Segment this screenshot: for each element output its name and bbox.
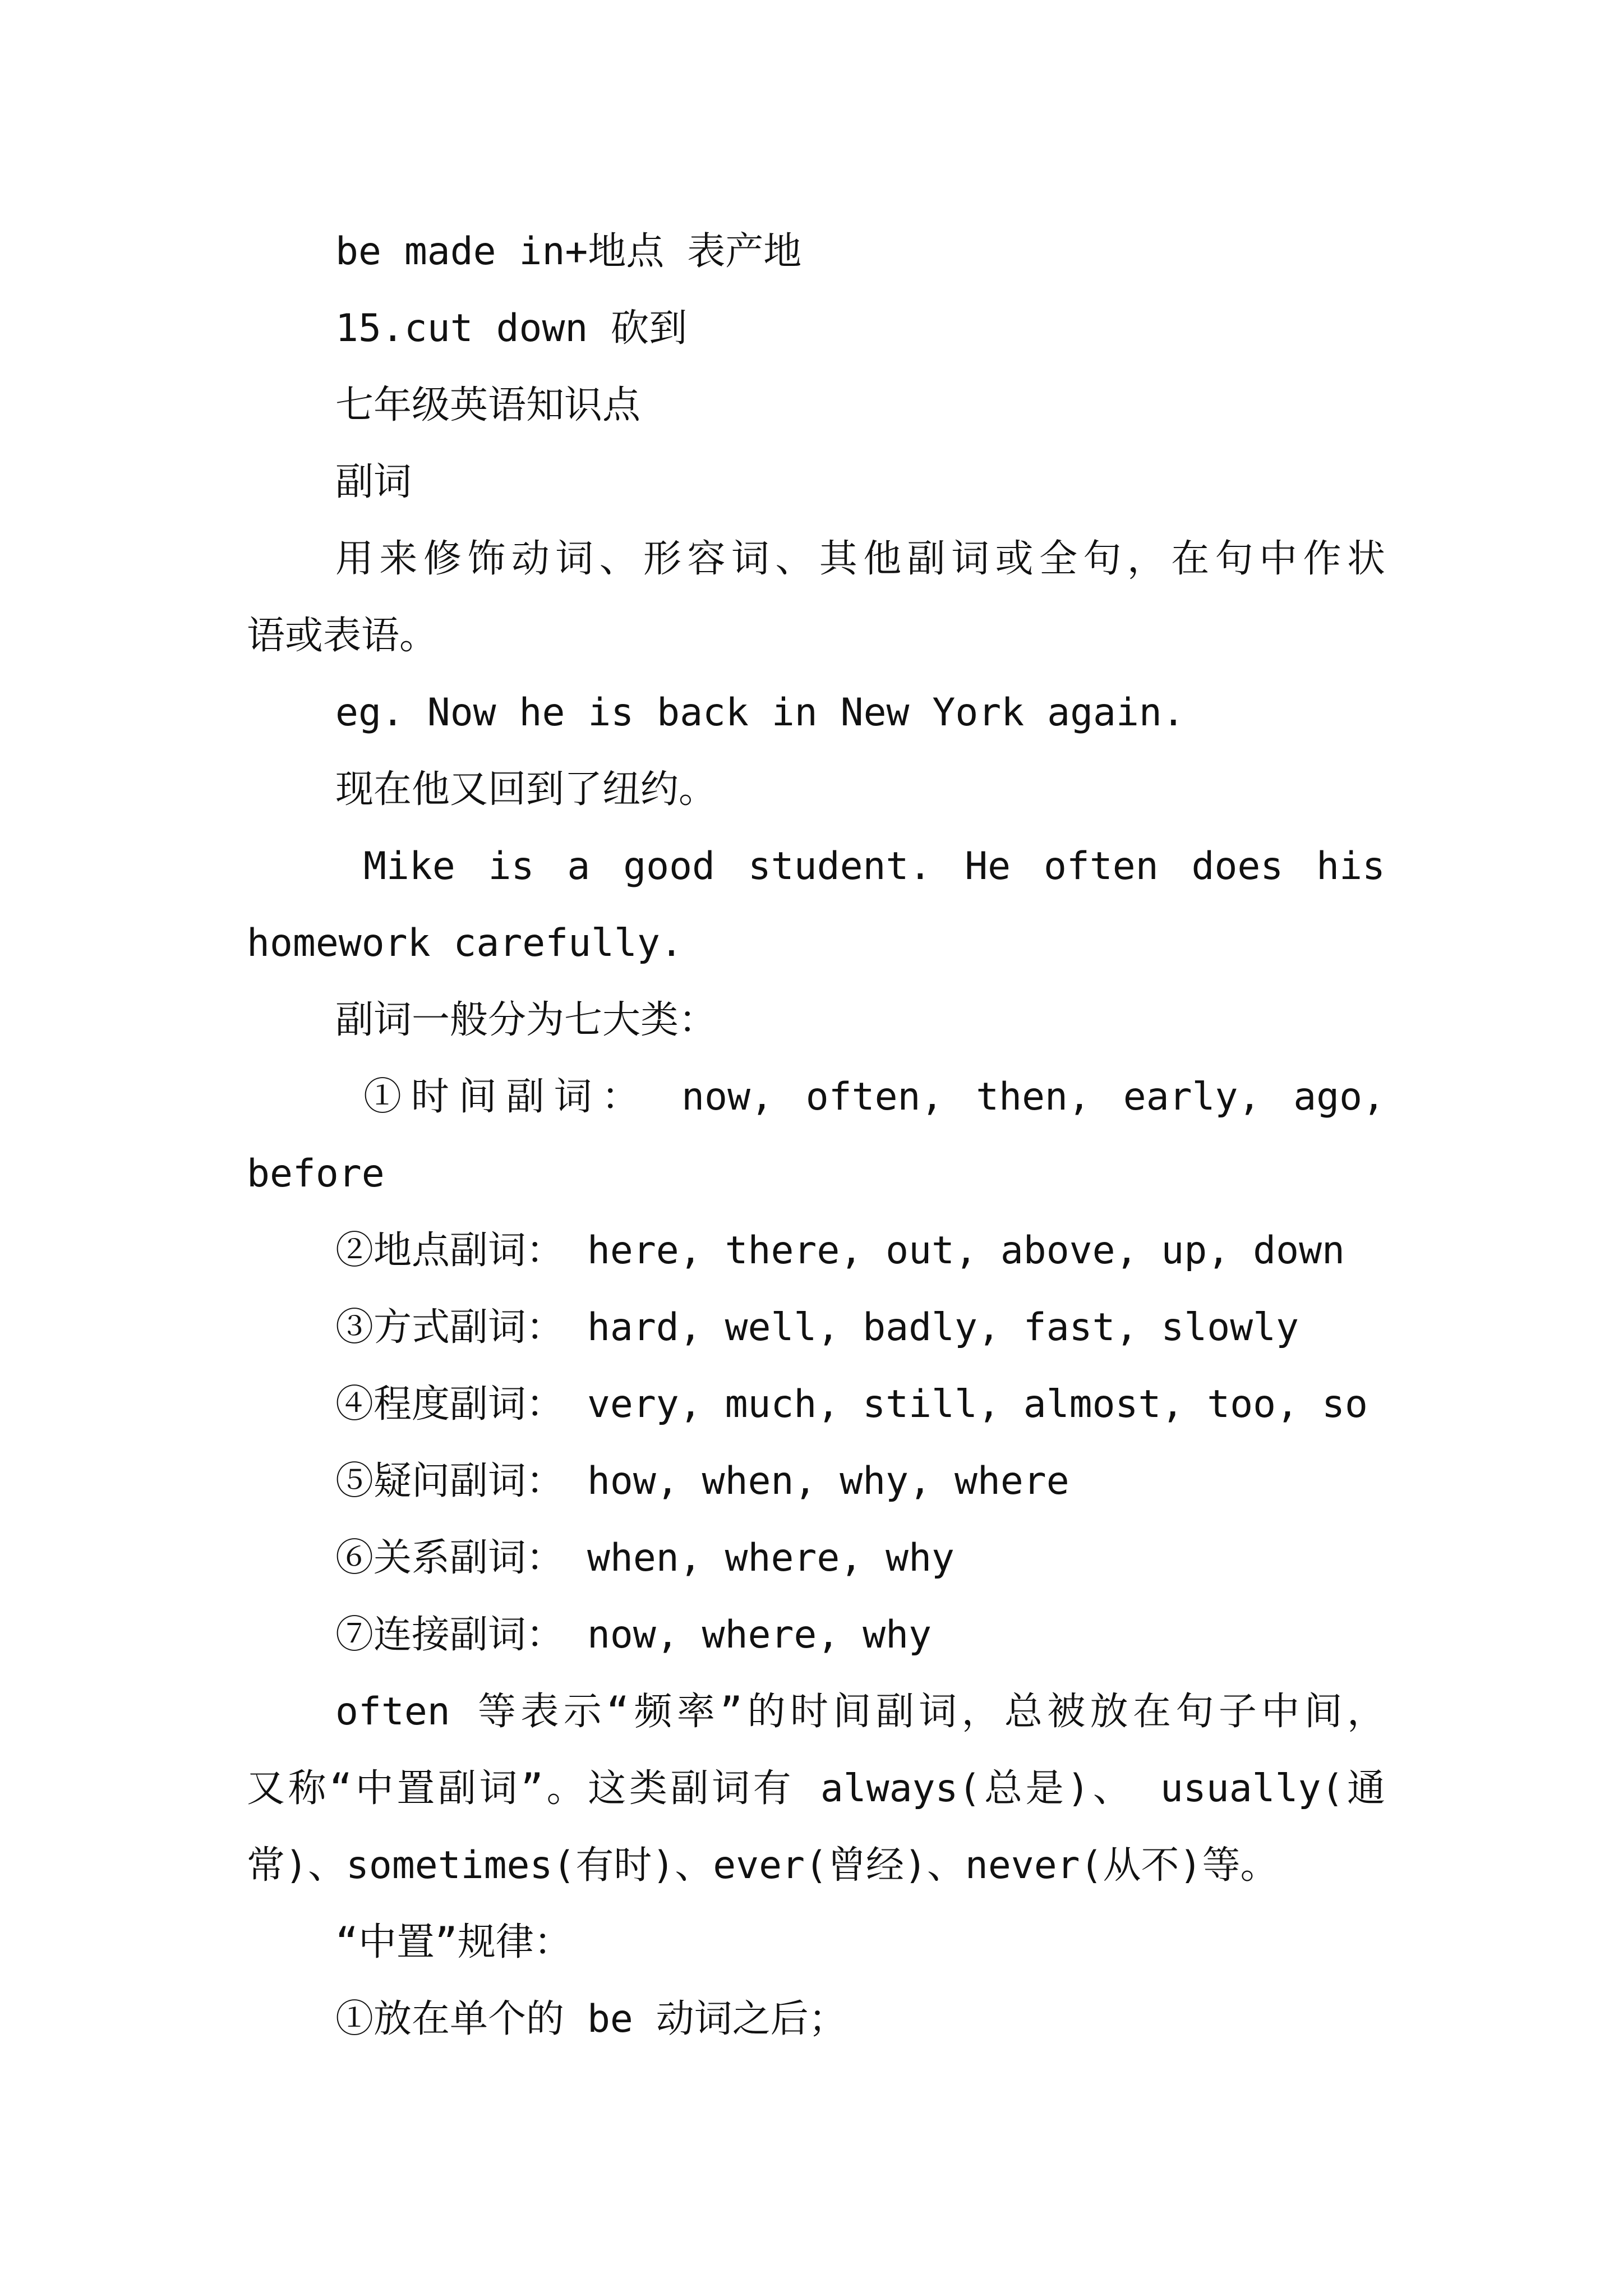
text-line: 15.cut down 砍到 [335, 306, 688, 351]
list-item: before [247, 1152, 385, 1196]
example-sentence: Mike is a good student. He often does his [363, 844, 1385, 889]
example-sentence: homework carefully. [247, 921, 683, 965]
text-line: 副词一般分为七大类： [335, 998, 717, 1042]
list-item: ①时间副词： now, often, then, early, ago, [363, 1075, 1385, 1119]
text-line: 常)、sometimes(有时)、ever(曾经)、never(从不)等。 [247, 1843, 1279, 1888]
list-item: ②地点副词： here, there, out, above, up, down [335, 1228, 1345, 1273]
list-item: ⑥关系副词： when, where, why [335, 1536, 955, 1580]
document-body [247, 213, 1385, 2058]
text-line: 又称“中置副词”。这类副词有 always(总是)、 usually(通 [247, 1766, 1385, 1811]
subsection-heading: 副词 [335, 460, 412, 504]
list-item: ③方式副词： hard, well, badly, fast, slowly [335, 1305, 1299, 1350]
list-item: ⑤疑问副词： how, when, why, where [335, 1459, 1069, 1503]
text-line: ①放在单个的 be 动词之后； [335, 1997, 847, 2041]
text-line: 语或表语。 [247, 614, 438, 658]
list-item: ⑦连接副词： now, where, why [335, 1613, 932, 1657]
example-sentence: eg. Now he is back in New York again. [335, 691, 1185, 735]
text-line: “中置”规律： [335, 1920, 572, 1964]
text-line: 用来修饰动词、形容词、其他副词或全句，在句中作状 [335, 537, 1385, 581]
section-heading: 七年级英语知识点 [335, 383, 641, 427]
text-line: often 等表示“频率”的时间副词，总被放在句子中间， [335, 1690, 1385, 1734]
text-line: be made in+地点 表产地 [335, 229, 802, 274]
example-translation: 现在他又回到了纽约。 [335, 767, 717, 812]
list-item: ④程度副词： very, much, still, almost, too, so [335, 1382, 1368, 1427]
